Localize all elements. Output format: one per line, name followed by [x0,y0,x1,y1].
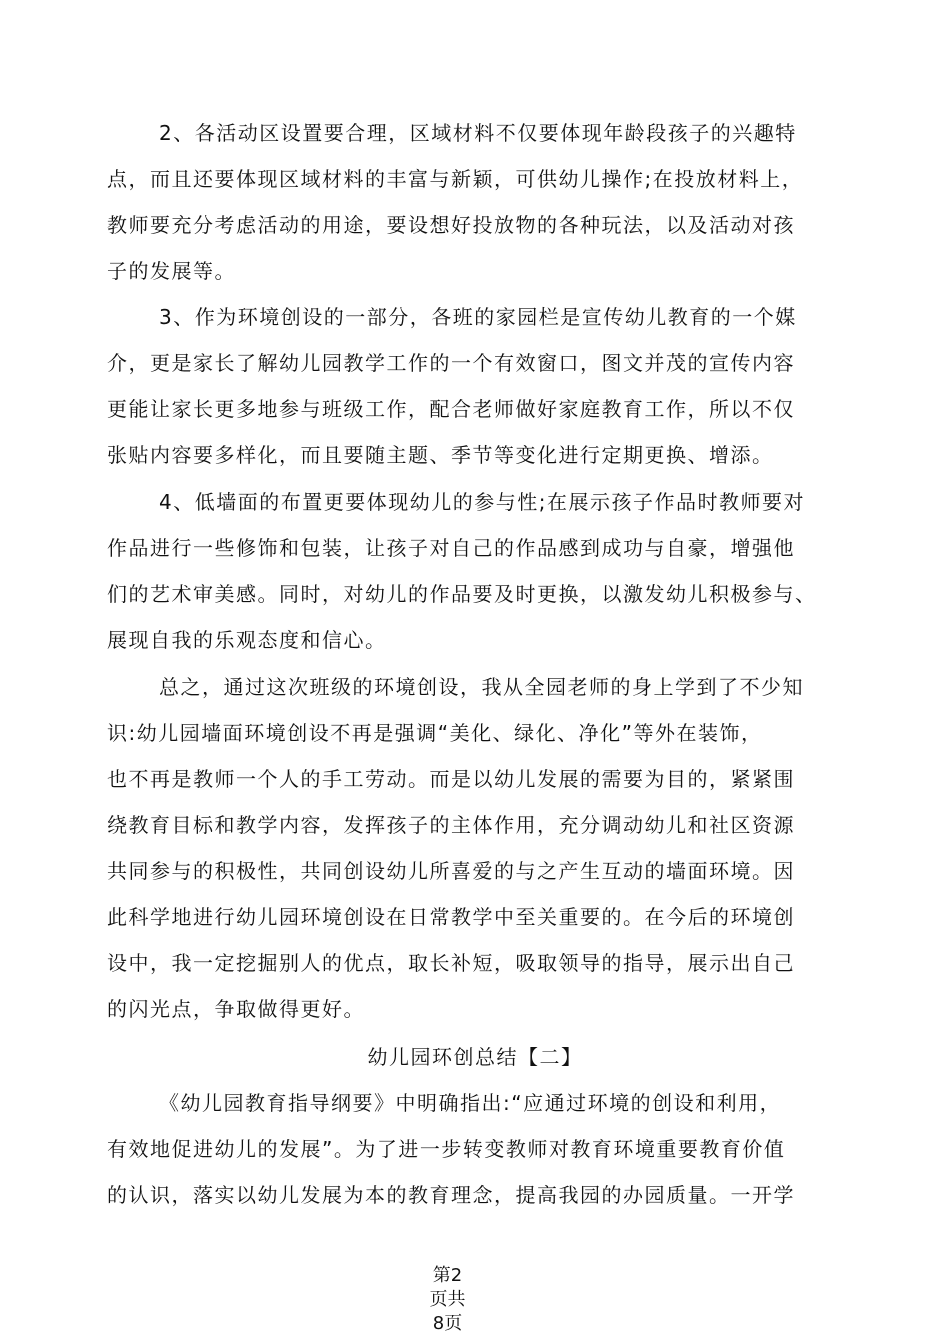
paragraph-low-walls: 4、低墙面的布置更要体现幼儿的参与性;在展示孩子作品时教师要对 作品进行一些修饰和包装，让孩子对自己的作品感到成功与自豪，增强他 们的艺术审美感。同时，对幼儿的作品要及时更换，以激发幼儿积极参与、 展现自我的乐观态度和信心。 [107,490,817,652]
paragraph-activity-areas: 2、各活动区设置要合理，区域材料不仅要体现年龄段孩子的兴趣特 点，而且还要体现区域材料的丰富与新颖，可供幼儿操作;在投放材料上， 教师要充分考虑活动的用途，要设想好投放物的各种玩法，以及活动对孩 子的发展等。 [107,121,804,283]
paragraph-home-school-board: 3、作为环境创设的一部分，各班的家园栏是宣传幼儿教育的一个媒 介，更是家长了解幼儿园教学工作的一个有效窗口，图文并茂的宣传内容 更能让家长更多地参与班级工作，配合老师做好家庭教育工作，所以不仅 张贴内容要多样化，而且要随主题、季节等变化进行定期更换、增添。 [107,305,797,467]
section-title: 幼儿园环创总结【二】 [367,1045,583,1069]
paragraph-guideline: 《幼儿园教育指导纲要》中明确指出:“应通过环境的创设和利用， 有效地促进幼儿的发展”。为了进一步转变教师对教育环境重要教育价值 的认识，落实以幼儿发展为本的教育理念，提高我园的办园质量。一开学 [107,1091,795,1207]
paragraph-summary: 总之，通过这次班级的环境创设，我从全园老师的身上学到了不少知 识:幼儿园墙面环境创设不再是强调“美化、绿化、净化”等外在装饰， 也不再是教师一个人的手工劳动。而是以幼儿发展的需要为目的，紧紧围 绕教育目标和教学内容，发挥孩子的主体作用，充分调动幼儿和社区资源 共同参与的积极性，共同创设幼儿所喜爱的与之产生互动的墙面环境。因 此科学地进行幼儿园环境创设在日常教学中至关重要的。在今后的环境创 设中，我一定挖掘别人的优点，取长补短，吸取领导的指导，展示出自己 的闪光点，争取做得更好。 [107,675,804,1021]
page-number-footer: 第2 页共 8页 [429,1265,466,1334]
